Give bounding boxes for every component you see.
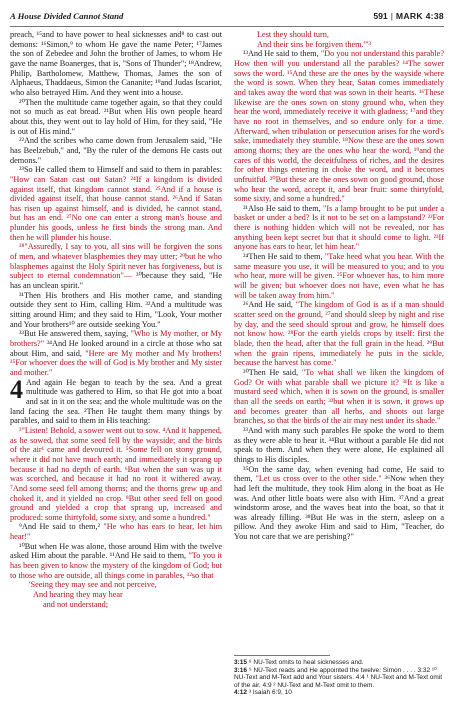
header-separator: | — [390, 11, 393, 21]
narrative-text: ¹³And He said to them, — [243, 49, 321, 59]
footnote-text: NU-Text omits to heal sicknesses and. — [253, 659, 364, 666]
footnote — [234, 667, 444, 690]
footnote — [234, 689, 444, 697]
paragraph — [10, 329, 222, 377]
words-of-jesus: "Here are My mother and My brothers! ³⁵For whoever does the will of God is My brother and My sister and mother." — [10, 348, 222, 377]
paragraph: ³³And with many such parables He spoke the word to them as they were able to hear it. ³⁴But without a parable He did not speak to them. And when they were alone, He explained all things to His disciples. — [234, 425, 444, 464]
words-of-jesus: "Who is My mother, or My brothers?" — [10, 329, 222, 348]
poetry-line: 'Seeing they may see and not perceive, — [29, 580, 157, 590]
narrative-text: ²³So He called them to Himself and said to them in parables: — [19, 165, 222, 175]
paragraph — [234, 49, 444, 204]
footnote — [234, 659, 444, 667]
words-of-jesus: "Let us cross over to the other side." — [255, 474, 382, 484]
words-of-jesus: "Is a lamp brought to be put under a basket or under a bed? Is it not to be set on a lampstand? ²²For there is nothing hidden which will not be revealed, nor has anything been kept secret but that it should come to light. ²³If anyone has ears to hear, let him hear." — [234, 203, 444, 252]
poetry-quote — [234, 30, 444, 49]
paragraph — [234, 204, 444, 252]
narrative-text: ³⁶Now when they had left the multitude, they took Him along in the boat as He was. And other little boats were also with Him. ³⁷And a great windstorm arose, and the waves beat into the boat, so that it was already filling. ³⁸But He was in the stern, asleep on a pillow. And they awoke Him and said to Him, "Teacher, do You not care that we are perishing?" — [234, 474, 444, 542]
words-of-jesus: ³"Listen! Behold, a sower went out to sow. ⁴And it happened, as he sowed, that some seed fell by the wayside; and the birds of the air¹ came and devoured it. ⁵Some fell on stony ground, where it did not have much earth; and immediately it sprang up because it had no depth of earth. ⁶But when the sun was up it was scorched, and because it had no root it withered away. ⁷And some seed fell among thorns; and the thorns grew up and choked it, and it yielded no crop. ⁸But other seed fell on good ground and yielded a crop that sprang up, increased and produced: some thirtyfold, some sixty, and some a hundred." — [10, 425, 222, 522]
words-of-jesus: "He who has ears to hear, let him hear!" — [10, 522, 222, 542]
paragraph: ³¹Then His brothers and His mother came, and standing outside they sent to Him, calling Him. ³²And a multitude was sitting around Him; and they said to Him, "Look, Your mother and Your brothers¹⁰ are outside seeking You." — [10, 290, 222, 329]
words-of-jesus: "How can Satan cast out Satan? ²⁴If a kingdom is divided against itself, that kingdom cannot stand. ²⁵And if a house is divided against itself, that house cannot stand. ²⁶And if Satan has risen up against himself, and is divided, he cannot stand, but has an end. ²⁷No one can enter a strong man's house and plunder his goods, unless he first binds the strong man. And then he will plunder his house. — [10, 174, 222, 242]
footnotes — [234, 655, 444, 697]
words-of-jesus: "To what shall we liken the kingdom of God? Or with what parable shall we picture it? ³¹It is like a mustard seed which, when it is sown on the ground, is smaller than all the seeds on earth; ³²but when it is sown, it grows up and becomes greater than all herbs, and shoots out large branches, so that the birds of the air may nest under its shade." — [234, 367, 444, 426]
narrative-text: ³⁰because they said, "He has an unclean spirit." — [10, 271, 222, 291]
narrative-text: ²⁶And He said, — [243, 300, 296, 310]
poetry-line: And their sins be forgiven them.'"³ — [257, 39, 371, 49]
footnote-ref: 3:16 — [234, 666, 248, 674]
paragraph — [234, 368, 444, 426]
poetry-line: And hearing they may hear — [33, 590, 123, 600]
footnote-mark: ⁹ — [248, 666, 252, 674]
chapter-verse-reference: MARK 4:38 — [395, 11, 444, 21]
left-column — [10, 30, 222, 609]
paragraph — [10, 542, 222, 581]
poetry-line: Lest they should turn, — [257, 30, 329, 39]
right-column — [234, 30, 444, 542]
words-of-jesus: ²⁸"Assuredly, I say to you, all sins will be forgiven the sons of men, and whatever blasphemies they may utter; ²⁹but he who blasphemes against the Holy Spirit never has forgiveness, but is subject to eternal condemnation"— — [10, 242, 222, 281]
footnote-text: NU-Text reads and He appointed the twelve: Simon . . . . 3:32 ¹⁰ NU-Text and M-Text add and Your sisters. 4:4 ¹ NU-Text and M-Text omit of the air. 4:9 ² NU-Text and M-Text omit to them. — [234, 666, 443, 689]
narrative-text: ¹⁰But when He was alone, those around Him with the twelve asked Him about the parable. ¹¹And He said to them, — [10, 541, 222, 561]
narrative-text: ³⁵On the same day, when evening had come, He said to them, — [234, 464, 444, 484]
chapter-opening — [10, 374, 222, 426]
header-rule — [10, 26, 444, 27]
paragraph — [10, 522, 222, 541]
paragraph — [10, 242, 222, 290]
paragraph — [10, 165, 222, 242]
words-of-jesus: "To you it has been given to know the mystery of the kingdom of God; but to those who are outside, all things come in parables, ¹²so that — [10, 551, 222, 580]
narrative-text: ²⁴Then He said to them, — [243, 252, 325, 262]
narrative-text: ³³But He answered them, saying, — [19, 329, 131, 339]
words-of-jesus: "Do you not understand this parable? How then will you understand all the parables? ¹⁴The sower sows the word. ¹⁵And these are the ones by the wayside where the word is sown. When they hear, Satan comes immediately and takes away the word that was sown in their hearts. ¹⁶These likewise are the ones sown on stony ground who, when they hear the word, immediately receive it with gladness; ¹⁷and they have no root in themselves, and so endure only for a time. Afterward, when tribulation or persecution arises for the word's sake, immediately they stumble. ¹⁸Now these are the ones sown among thorns; they are the ones who hear the word, ¹⁹and the cares of this world, the deceitfulness of riches, and the desires for other things entering in choke the word, and it becomes unfruitful. ²⁰But these are the ones sown on good ground, those who hear the word, accept it, and bear fruit: some thirtyfold, some sixty, and some a hundred." — [234, 49, 444, 204]
chapter-number: 4 — [10, 374, 23, 404]
footnote-mark: ⁸ — [248, 659, 252, 666]
paragraph: ²⁰Then the multitude came together again, so that they could not so much as eat bread. ²¹But when His own people heard about this, they went out to lay hold of Him, for they said, "He is out of His mind." — [10, 97, 222, 136]
poetry-line: and not understand; — [43, 599, 109, 609]
narrative-text: ²¹Also He said to them, — [243, 203, 324, 213]
footnote-ref: 4:12 — [234, 689, 248, 697]
paragraph — [234, 465, 444, 542]
footnote-text: Isaiah 6:9, 10 — [252, 689, 292, 697]
footnote-ref: 3:15 — [234, 659, 248, 666]
paragraph: ²²And the scribes who came down from Jerusalem said, "He has Beelzebub," and, "By the ruler of the demons He casts out demons." — [10, 136, 222, 165]
paragraph — [234, 252, 444, 300]
narrative-text: ³⁰Then He said, — [243, 367, 302, 377]
page-header — [10, 11, 444, 25]
paragraph — [234, 300, 444, 368]
narrative-text: ⁹And He said to them,² — [19, 522, 104, 532]
running-title: A House Divided Cannot Stand — [10, 11, 124, 21]
poetry-quote — [10, 580, 222, 609]
words-of-jesus: "The kingdom of God is as if a man should scatter seed on the ground, ²⁷and should sleep by night and rise by day, and the seed should sprout and grow, he himself does not know how. ²⁸For the earth yields crops by itself: first the blade, then the head, after that the full grain in the head. ²⁹But when the grain ripens, immediately he puts in the sickle, because the harvest has come." — [234, 300, 444, 368]
narrative-text: And again He began to teach by the sea. And a great multitude was gathered to Him, so that He got into a boat and sat in it on the sea; and the whole multitude was on the land facing the sea. ²Then He taught them many things by parables, and said to them in His teaching: — [10, 377, 222, 426]
paragraph: preach, ¹⁵and to have power to heal sicknesses and⁸ to cast out demons: ¹⁶Simon,⁹ to whom He gave the name Peter; ¹⁷James the son of Zebedee and John the brother of James, to whom He gave the name Boanerges, that is, "Sons of Thunder"; ¹⁸Andrew, Philip, Bartholomew, Matthew, Thomas, James the son of Alphaeus, Thaddaeus, Simon the Cananite; ¹⁹and Judas Iscariot, who also betrayed Him. And they went into a house. — [10, 30, 222, 97]
words-of-jesus: "Take heed what you hear. With the same measure you use, it will be measured to you; and to you who hear, more will be given. ²⁵For whoever has, to him more will be given; but whoever does not have, even what he has will be taken away from him." — [234, 252, 444, 300]
footnote-mark: ³ — [248, 689, 251, 697]
narrative-text: ³⁴And He looked around in a circle at those who sat about Him, and said, — [10, 339, 222, 358]
footnote-rule — [234, 655, 330, 656]
page-reference — [373, 11, 444, 21]
page-number: 591 — [373, 11, 388, 21]
